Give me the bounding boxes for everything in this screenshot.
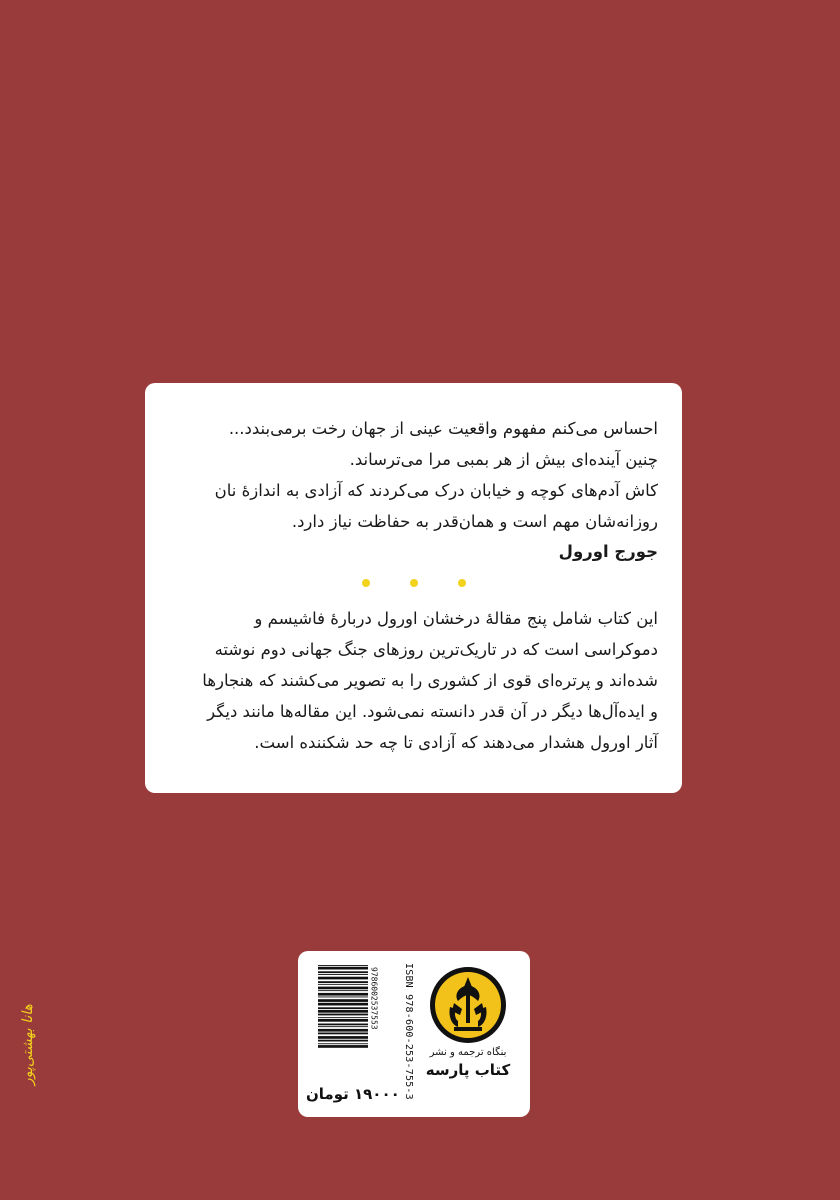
barcode-bar	[318, 967, 368, 970]
quote-line: احساس می‌کنم مفهوم واقعیت عینی از جهان رخت برمی‌بندد...	[228, 419, 658, 438]
barcode-bar	[318, 1014, 368, 1016]
barcode-bar	[318, 1010, 368, 1013]
blurb-line: دموکراسی است که در تاریک‌ترین روزهای جنگ جهانی دوم نوشته	[214, 640, 658, 659]
barcode-bar	[318, 1040, 368, 1042]
separator-dot	[458, 579, 466, 587]
barcode-bar	[318, 1043, 368, 1044]
blurb-line: و ایده‌آل‌ها دیگر در آن قدر دانسته نمی‌شود. این مقاله‌ها مانند دیگر	[207, 702, 658, 721]
blurb-line: این کتاب شامل پنج مقالهٔ درخشان اورول دربارهٔ فاشیسم و	[254, 609, 658, 628]
publisher-subtitle: بنگاه ترجمه و نشر	[429, 1047, 507, 1058]
barcode-bar	[318, 1024, 368, 1026]
publisher-name: کتاب پارسه	[425, 1061, 511, 1079]
info-card	[298, 951, 530, 1117]
barcode-bar	[318, 993, 368, 996]
barcode-bar	[318, 987, 368, 990]
barcode-bar	[318, 999, 368, 1002]
barcode-bar	[318, 1029, 368, 1032]
barcode-bar	[318, 1007, 368, 1009]
barcode-bar	[318, 971, 368, 973]
barcode-bar	[318, 1003, 368, 1006]
blurb-line: آثار اورول هشدار می‌دهند که آزادی تا چه حد شکننده است.	[254, 733, 658, 752]
quote-card	[145, 383, 682, 793]
barcode-bar	[318, 1017, 368, 1018]
persian-emblem-icon	[428, 965, 508, 1045]
barcode-digits: 9786002537553	[369, 967, 378, 1030]
barcode-bar	[318, 1033, 368, 1035]
blurb-line: شده‌اند و پرتره‌ای قوی از کشوری را به تصویر می‌کشند که هنجارها	[202, 671, 658, 690]
barcode-bar	[318, 1019, 368, 1022]
quote-line: چنین آینده‌ای بیش از هر بمبی مرا می‌ترساند.	[349, 450, 658, 469]
quote-line: روزانه‌شان مهم است و همان‌قدر به حفاظت نیاز دارد.	[291, 512, 658, 531]
quote-line: کاش آدم‌های کوچه و خیابان درک می‌کردند که آزادی به اندازهٔ نان	[214, 481, 658, 500]
barcode-bar	[318, 984, 368, 985]
quote-author: جورج اورول	[558, 542, 658, 561]
barcode-bar	[318, 981, 368, 983]
separator-dot	[362, 579, 370, 587]
barcode-bar	[318, 1045, 368, 1048]
barcode-image	[318, 963, 378, 1065]
isbn-text: ISBN 978-600-253-755-3	[403, 963, 414, 1100]
signature-text: هانا بهشتی‌پور	[20, 1004, 36, 1086]
book-blurb	[169, 603, 658, 758]
barcode-bar	[318, 974, 368, 975]
separator-dot	[410, 579, 418, 587]
barcode-bar	[318, 990, 368, 991]
barcode-bar	[318, 1026, 368, 1027]
barcode-bar	[318, 965, 368, 966]
price-label: ۱۹۰۰۰ تومان	[306, 1085, 400, 1103]
barcode-bar	[318, 977, 368, 980]
quote-text	[169, 413, 658, 567]
barcode-bar	[318, 1036, 368, 1039]
barcode-bar	[318, 997, 368, 998]
separator-dots	[169, 579, 658, 587]
